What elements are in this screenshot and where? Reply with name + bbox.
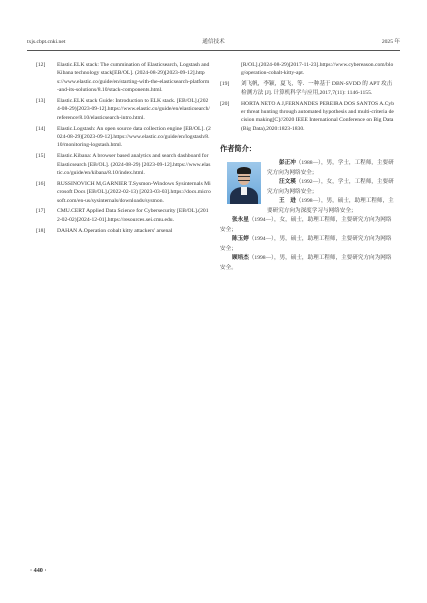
references-right-column: [220, 61, 395, 273]
reference-text: CMU.CERT Applied Data Science for Cybersecurity [EB/OL].(2012-02-02)[2024-12-01].https://resources.sei.cmu.edu.: [57, 208, 209, 223]
reference-item: [220, 100, 395, 133]
reference-item: [36, 125, 211, 150]
author-bios: [220, 159, 395, 273]
reference-text: Elastic.ELK stack Guide: Introduction to ELK stack. [EB/OL].(2024-08-29)[2023-09-12].https://www.elastic.co/guide/en/elasticsearch/reference/8.10/elasticsearch-intro.html.: [57, 97, 210, 121]
journal-name: 通信技术: [202, 39, 225, 45]
reference-text: Elastic.Kibana: A browser based analytics and search dashboard for Elasticsearch [EB/OL]. (2024-08-29) [2023-09-12].https://www.elastic.co/guide/en/kibana/8.10/index.html.: [57, 153, 211, 176]
reference-number: [16]: [36, 180, 46, 187]
author-bio: [220, 235, 395, 254]
author-name: 汪文瑛: [279, 179, 296, 186]
author-section-heading: 作者简介：: [220, 143, 256, 153]
page-number: · 440 ·: [30, 567, 47, 574]
author-name: 张永星: [232, 217, 249, 224]
journal-year: 2025 年: [381, 39, 400, 45]
reference-text: Elastic.Logstash: An open source data collection engine [EB/OL]. (2024-08-29)[2023-09-12].https://www.elastic.co/guide/en/logstash/8.10/monitoring-logstash.html.: [57, 125, 211, 149]
author-name: 陈玉婷: [232, 236, 249, 243]
reference-item: [36, 227, 211, 235]
author-photo: [227, 162, 261, 204]
author-bio-text: （1992—），女，学士，工程师，主要研究方向为网络安全；: [267, 179, 394, 195]
author-bio-text: （1988—），男，学士，工程师，主要研究方向为网络安全；: [267, 160, 394, 176]
author-bio-text: （1994—），男，硕士，助理工程师，主要研究方向为网络安全；: [220, 236, 392, 252]
reference-number: [18]: [36, 227, 46, 234]
reference-text: RUSSINOVICH M,GARNIER T.Sysmon-Windows Sysinternals Microsoft Docs [EB/OL].(2022-02-13) [2023-03-03].https://docs.microsoft.com/en-us/sysinternals/downloads/sysmon.: [57, 180, 211, 204]
reference-number: [12]: [36, 62, 46, 68]
author-bio-text: （1998—），男，硕士，助理工程师，主要研究方向为深度学习与网络安全；: [267, 198, 394, 214]
reference-text: HORTA NETO A J,FERNANDES PEREIRA DOS SANTOS A.Cyber threat hunting through automated hypothesis and multi-criteria decision making[C]//2020 IEEE International Conference on Big Data (Big Data),2020:1823-1830.: [241, 100, 395, 132]
reference-item: [36, 207, 211, 224]
author-name: 王 进: [279, 198, 296, 205]
reference-number: [20]: [220, 100, 230, 107]
reference-continuation: [220, 61, 395, 78]
author-name: 顾培杰: [232, 255, 249, 262]
reference-number: [19]: [220, 81, 230, 88]
reference-number: [15]: [36, 153, 46, 160]
reference-item: [36, 61, 211, 94]
reference-item: [220, 80, 395, 97]
reference-number: [14]: [36, 125, 46, 132]
author-bio: [220, 254, 395, 273]
reference-text: 刘飞帆，李颖，夏飞，等．一种基于 DBN-SVDD 的 APT 攻击检测方法 [J]. 计算机科学与应用,2017,7(11): 1146-1155.: [241, 81, 393, 96]
reference-item: [36, 152, 211, 177]
author-bio-text: （1998—），男，硕士，助理工程师，主要研究方向为网络安全。: [220, 255, 392, 271]
reference-text: Elastic.ELK stack: The cummination of Elasticsearch, Logstash and Kibana technology stack[EB/OL]. (2024-08-29)[2023-09-12].https://www.elastic.co/guide/en/starting-with-the-elasticsearch-platform-and-its-solutions/8.10/stack-components.html.: [57, 62, 210, 94]
reference-number: [17]: [36, 208, 46, 215]
author-bio: [220, 216, 395, 235]
header-rule: [27, 50, 400, 51]
reference-text: [R/OL].(2024-08-29)[2017-11-23].https://www.cybereason.com/blog/operation-cobalt-kitty-apt.: [241, 62, 394, 77]
reference-number: [13]: [36, 97, 46, 104]
author-bio-text: （1994—），女，硕士，助理工程师，主要研究方向为网络安全；: [220, 217, 392, 233]
journal-url: txjs.cbpt.cnki.net: [27, 39, 66, 45]
references-left-column: [36, 61, 211, 238]
reference-item: [36, 180, 211, 205]
author-name: 彭正冲: [279, 160, 296, 167]
reference-item: [36, 97, 211, 122]
reference-text: DAHAN A.Operation cobalt kitty attackers' arsenal: [57, 227, 173, 234]
